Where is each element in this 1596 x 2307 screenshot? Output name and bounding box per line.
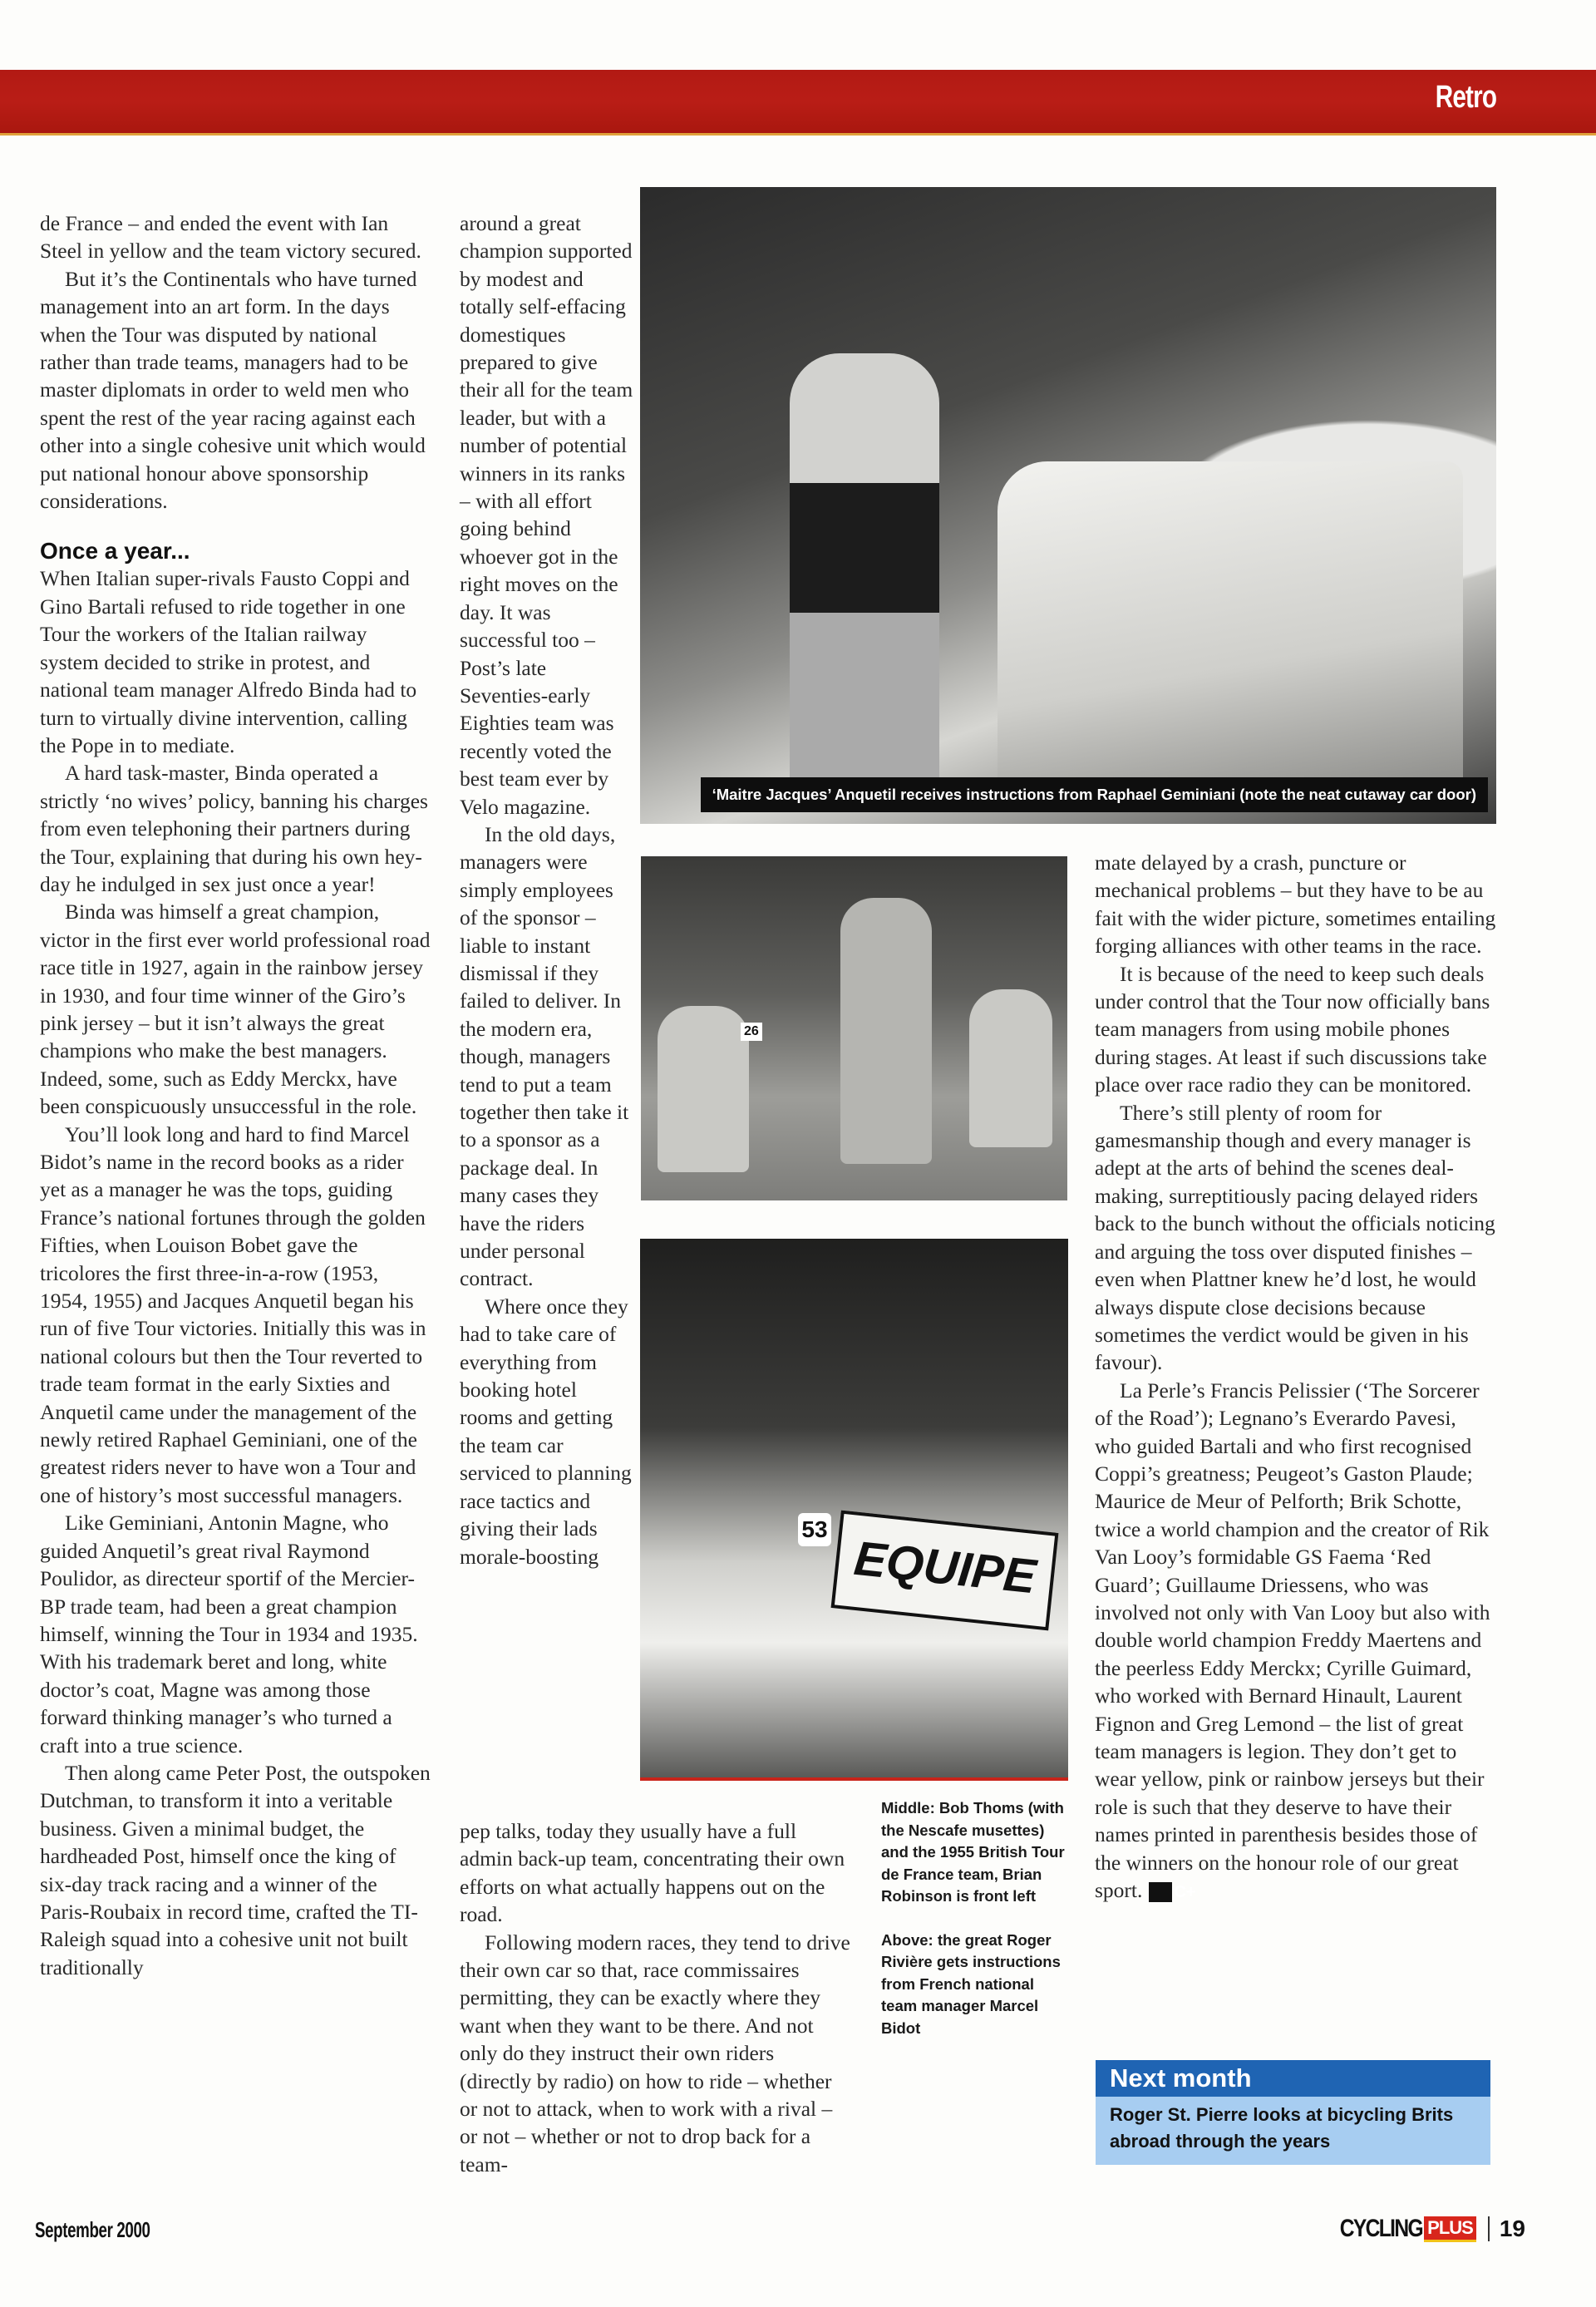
paragraph: It is because of the need to keep such deals under control that the Tour now officially bans team managers from using mobile phones during stages. At least if such discussions take place over race radio they can be monitored. (1095, 961, 1490, 1097)
bib-number: 26 (741, 1023, 762, 1041)
photo-caption: ‘Maitre Jacques’ Anquetil receives instructions from Raphael Geminiani (note the neat cutaway car door) (701, 777, 1488, 812)
article-column-2-continued (460, 1817, 850, 2178)
paragraph: There’s still plenty of room for gamesmanship though and every manager is adept at the arts of behind the scenes deal-making, surreptitiously pacing delayed riders back to the bunch without the officials noticing and arguing the toss over disputed finishes – even when Plattner knew he’d lost, he would always dispute close decisions because sometimes the verdict would be given in his favour). (1095, 1100, 1495, 1375)
paragraph-text: La Perle’s Francis Pelissier (‘The Sorcerer of the Road’); Legnano’s Everardo Pavesi, who guided Bartali and who first recognised Coppi’s greatness; Peugeot’s Gaston Plaude; Maurice de Meur of Pelforth; Brik Schotte, twice a world champion and the creator of Rik Van Looy’s formidable GS Faema ‘Red Guard’; Guillaume Driessens, who was involved not only with Van Looy but also with double world champion Freddy Maertens and the peerless Eddy Merckx; Cyrille Guimard, who worked with Bernard Hinault, Laurent Fignon and Greg Lemond – the list of great team managers is legion. They don’t get to wear yellow, pink or rainbow jerseys but their role is such that they deserve to have their names printed in parenthesis besides those of the winners on the honour role of our great sport. (1095, 1378, 1490, 1903)
photo-anquetil-geminiani (640, 187, 1496, 824)
section-banner (0, 70, 1596, 136)
photo-british-team-1955 (641, 856, 1067, 1200)
next-month-title: Next month (1096, 2060, 1490, 2097)
paragraph: But it’s the Continentals who have turned management into an art form. In the days when the Tour was disputed by national rather than trade teams, managers had to be master diplomats in order to weld men who spent the rest of the year racing against each other into a single cohesive unit which would put national honour above sponsorship considerations. (40, 266, 426, 514)
subheading: Once a year... (40, 538, 190, 564)
paragraph: Where once they had to take care of everything from booking hotel rooms and getting the team car serviced to planning race tactics and giving their lads morale-boosting (460, 1294, 632, 1569)
brand-plus-logo: PLUS (1424, 2216, 1476, 2242)
paragraph: mate delayed by a crash, puncture or mechanical problems – but they have to be au fait with the wider picture, sometimes entailing forging alliances with other teams in the race. (1095, 850, 1496, 959)
magazine-brand (1322, 2215, 1525, 2243)
paragraph: When Italian super-rivals Fausto Coppi and Gino Bartali refused to ride together in one Tour the workers of the Italian railway system decided to strike in protest, and national team manager Alfredo Binda had to turn to virtually divine intervention, calling the Pope in to mediate. (40, 566, 417, 757)
issue-date: September 2000 (35, 2217, 150, 2242)
paragraph: de France – and ended the event with Ian Steel in yellow and the team victory secured. (40, 211, 421, 264)
paragraph: Then along came Peter Post, the outspoken Dutchman, to transform it into a veritable business. Given a minimal budget, the hardheaded Post, himself once the king of six-day track racing and a winner of the Paris-Roubaix in record time, crafted the TI-Raleigh squad into a cohesive unit not built traditionally (40, 1760, 431, 1979)
paragraph: Binda was himself a great champion, victor in the first ever world professional road race title in 1927, again in the rainbow jersey in 1930, and four time winner of the Giro’s pink jersey – but it isn’t always the great champions who make the best managers. Indeed, some, such as Eddy Merckx, have been conspicuously unsuccessful in the role. (40, 900, 431, 1119)
paragraph: Following modern races, they tend to drive their own car so that, race commissaires permitting, they can be exactly where they want when they want to be there. And not only do they instruct their own riders (directly by radio) on how to ride – whether or not to attack, when to work with a rival – or not – whether or not to drop back for a team- (460, 1930, 850, 2176)
brand-cycling: CYCLING (1339, 2215, 1423, 2242)
paragraph: around a great champion supported by modest and totally self-effacing domestiques prepared to give their all for the team leader, but with a number of potential winners in its ranks – with all effort going behind whoever got in the right moves on the day. It was successful too – Post’s late Seventies-early Eighties team was recently voted the best team ever by Velo magazine. (460, 211, 633, 819)
article-column-2 (460, 210, 634, 1570)
next-month-body: Roger St. Pierre looks at bicycling Brits abroad through the years (1096, 2097, 1490, 2165)
end-of-article-icon: C+ (1149, 1882, 1172, 1902)
divider (1488, 2216, 1490, 2241)
bib-number: 53 (798, 1513, 831, 1546)
page-number: 19 (1499, 2216, 1525, 2241)
photo-car-shape (998, 461, 1463, 794)
next-month-box (1096, 2060, 1490, 2165)
paragraph (1095, 1377, 1498, 1905)
caption-above: Above: the great Roger Rivière gets instructions from French national team manager Marcel Bidot (881, 1930, 1061, 2037)
paragraph: You’ll look long and hard to find Marcel Bidot’s name in the record books as a rider yet as a manager he was the tops, guiding France’s national fortunes through the golden Fifties, when Louison Bobet gave the tricolores the first three-in-a-row (1953, 1954, 1955) and Jacques Anquetil began his run of five Tour victories. Initially this was in national colours but then the Tour reverted to trade team format in the early Sixties and Anquetil came under the management of the newly retired Raphael Geminiani, one of the greatest riders never to have won a Tour and one of history’s most successful managers. (40, 1121, 426, 1507)
section-label: Retro (1435, 80, 1496, 115)
paragraph: Like Geminiani, Antonin Magne, who guided Anquetil’s great rival Raymond Poulidor, as directeur sportif of the Mercier-BP trade team, had been a great champion himself, winning the Tour in 1934 and 1935. With his trademark beret and long, white doctor’s coat, Magne was among those forward thinking manager’s who turned a craft into a true science. (40, 1511, 418, 1757)
side-captions (881, 1797, 1072, 2061)
article-column-1 (40, 210, 431, 1981)
photo-rider-shape (790, 353, 939, 786)
caption-middle: Middle: Bob Thoms (with the Nescafe musettes) and the 1955 British Tour de France team, Brian Robinson is front left (881, 1799, 1065, 1905)
photo-figure-shape (840, 898, 932, 1164)
photo-figure-shape (658, 1006, 749, 1172)
paragraph: A hard task-master, Binda operated a strictly ‘no wives’ policy, banning his charges from even telephoning their partners during the Tour, explaining that during his own hey-day he indulged in sex just once a year! (40, 761, 428, 896)
photo-riviere-bidot (640, 1239, 1068, 1781)
equipe-sign: EQUIPE (831, 1511, 1059, 1631)
article-column-3 (1095, 849, 1498, 1904)
paragraph: pep talks, today they usually have a full admin back-up team, concentrating their own efforts on what actually happens out on the road. (460, 1819, 845, 1927)
paragraph: In the old days, managers were simply employees of the sponsor – liable to instant dismissal if they failed to deliver. In the modern era, though, managers tend to put a team together then take it to a sponsor as a package deal. In many cases they have the riders under personal contract. (460, 821, 629, 1291)
photo-figure-shape (969, 989, 1052, 1147)
